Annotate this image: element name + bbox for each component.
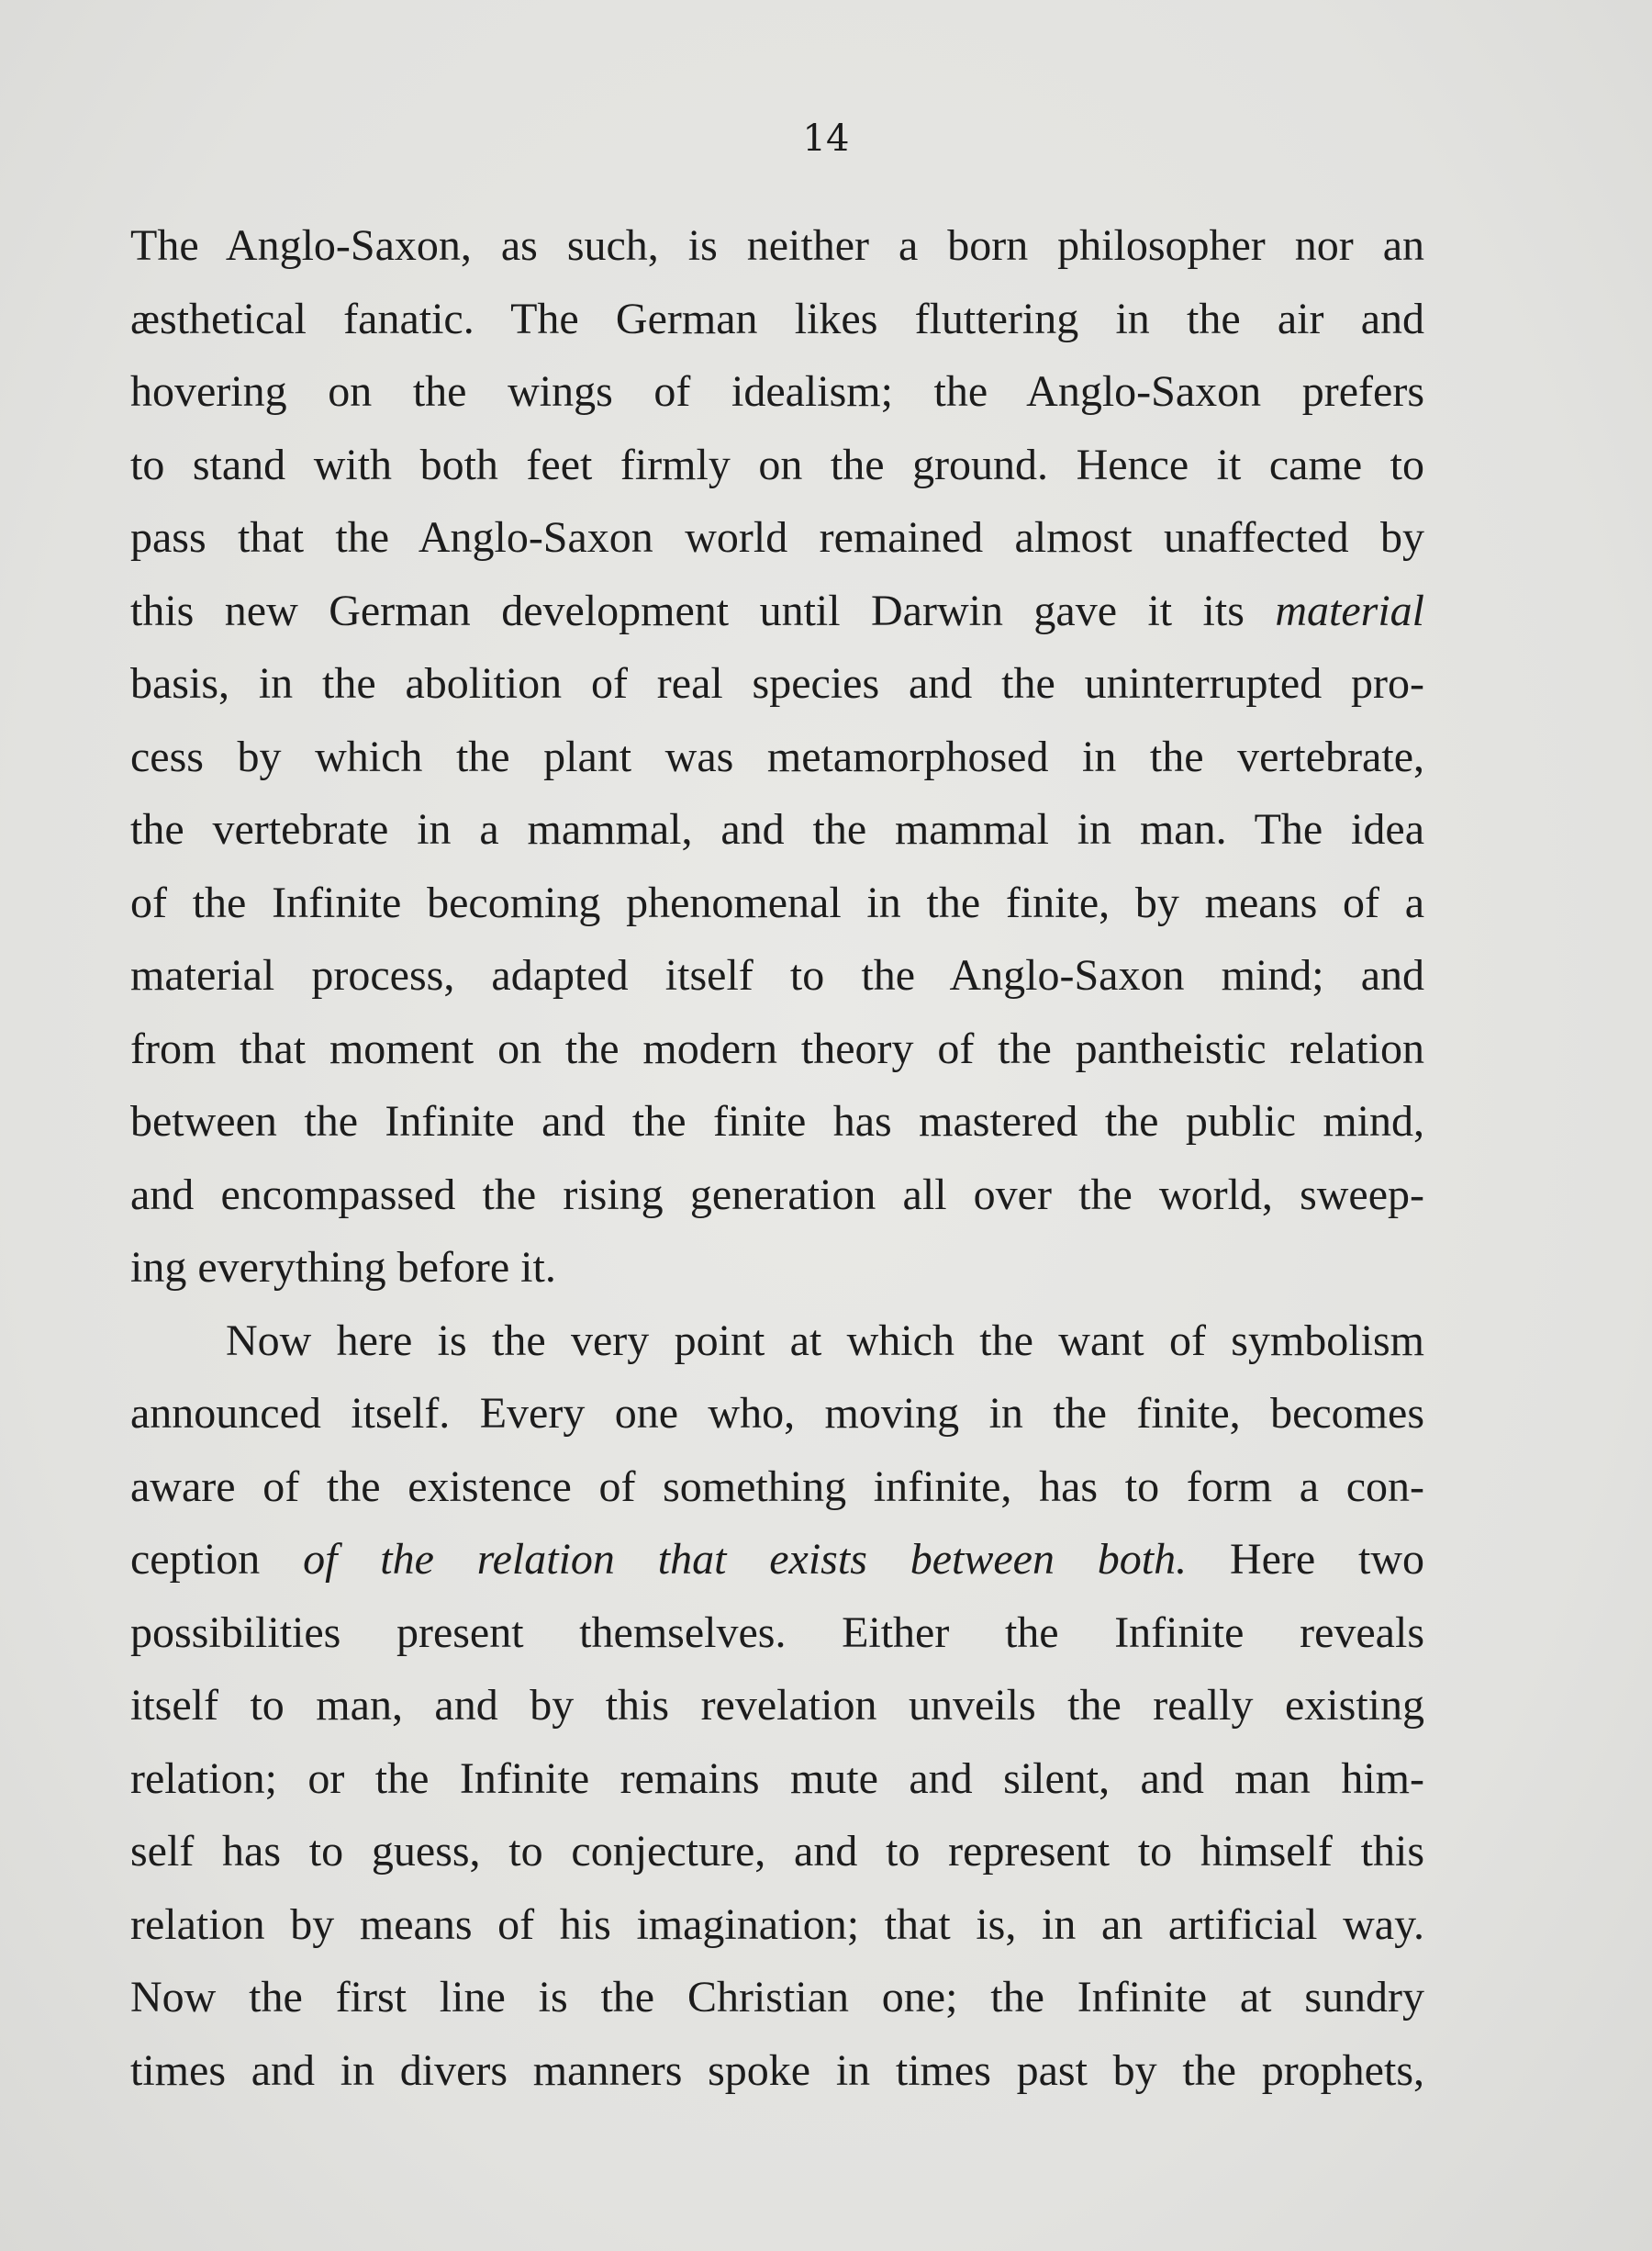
text-line: cess by which the plant was metamorphosed in the vertebrate, <box>130 732 1424 781</box>
italic-text: of the relation that exists between both. <box>303 1535 1188 1584</box>
text-segment: Here two <box>1229 1535 1425 1584</box>
text-line: Now the first line is the Christian one; the Infinite at sundry <box>130 1973 1424 2021</box>
text-line: self has to guess, to conjecture, and to represent to himself this <box>130 1827 1424 1876</box>
text-line: pass that the Anglo-Saxon world remained almost unaffected by <box>130 513 1424 562</box>
text-line: material process, adapted itself to the Anglo-Saxon mind; and <box>130 951 1424 1000</box>
text-line: the vertebrate in a mammal, and the mammal in man. The idea <box>130 805 1424 854</box>
text-line: and encompassed the rising generation all over the world, sweep- <box>130 1170 1424 1219</box>
text-line: between the Infinite and the finite has mastered the public mind, <box>130 1097 1424 1146</box>
text-line: basis, in the abolition of real species and the uninterrupted pro- <box>130 659 1424 708</box>
body-text <box>130 209 1424 2107</box>
page-number: 14 <box>802 118 850 160</box>
text-line: aware of the existence of something infinite, has to form a con- <box>130 1461 1424 1511</box>
text-line: The Anglo-Saxon, as such, is neither a born philosopher nor an <box>130 221 1424 270</box>
text-segment: ception <box>130 1535 261 1584</box>
text-line <box>130 575 1424 648</box>
text-line: times and in divers manners spoke in times past by the prophets, <box>130 2045 1424 2095</box>
text-line: ing everything before it. <box>130 1243 556 1292</box>
text-line: Now here is the very point at which the want of symbolism <box>226 1316 1424 1365</box>
italic-text: material <box>1275 586 1424 635</box>
text-line: of the Infinite becoming phenomenal in the finite, by means of a <box>130 878 1424 927</box>
text-line: hovering on the wings of idealism; the Anglo-Saxon prefers <box>130 367 1424 416</box>
text-segment: this new German development until Darwin gave it its <box>130 586 1245 635</box>
text-line: relation; or the Infinite remains mute and silent, and man him- <box>130 1753 1424 1803</box>
text-line <box>130 1523 1424 1596</box>
text-line: announced itself. Every one who, moving in the finite, becomes <box>130 1389 1424 1438</box>
text-line: æsthetical fanatic. The German likes fluttering in the air and <box>130 294 1424 343</box>
text-line: from that moment on the modern theory of the pantheistic relation <box>130 1024 1424 1073</box>
text-line: itself to man, and by this revelation unveils the really existing <box>130 1681 1424 1730</box>
text-line: relation by means of his imagination; that is, in an artificial way. <box>130 1899 1424 1949</box>
text-line: to stand with both feet firmly on the ground. Hence it came to <box>130 440 1424 489</box>
text-line: possibilities present themselves. Either the Infinite reveals <box>130 1607 1424 1657</box>
